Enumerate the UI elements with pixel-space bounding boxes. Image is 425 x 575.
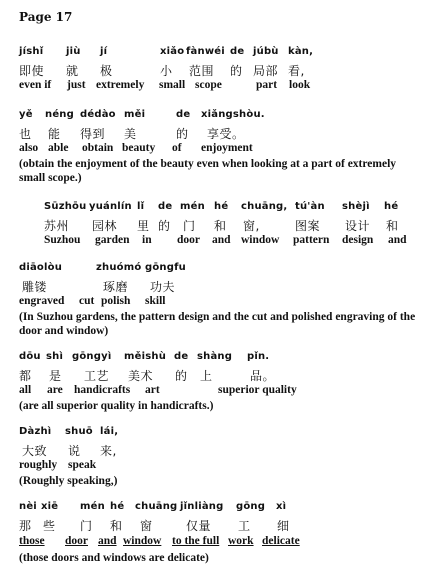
hanzi-word: 局部 [253,64,279,78]
hanzi-word: 和 [110,519,123,533]
pinyin-word: yuánlín [89,201,132,212]
pinyin-word: lǐ [137,201,145,212]
english-line [0,79,425,97]
pinyin-word: Sūzhōu [44,201,87,212]
pinyin-word: jiù [66,46,81,57]
pinyin-word: hé [384,201,399,212]
hanzi-word: 的 [158,219,171,233]
hanzi-word: 门 [183,219,196,233]
english-word: in [142,234,152,246]
hanzi-word: 设计 [345,219,371,233]
hanzi-line [0,217,425,235]
hanzi-word: 能 [48,127,61,141]
pinyin-word: hé [110,501,125,512]
hanzi-word: 门 [80,519,93,533]
hanzi-word: 享受。 [207,127,245,141]
english-word: roughly [19,459,58,471]
hanzi-word: 工 [238,519,251,533]
english-word: garden [95,234,130,246]
hanzi-word: 细 [277,519,290,533]
english-word: are [47,384,63,396]
english-word: window [123,535,162,547]
translation-text: (those doors and windows are delicate) [19,552,209,564]
hanzi-word: 说 [68,444,81,458]
english-word: extremely [96,79,145,91]
pinyin-word: shèjì [342,201,370,212]
hanzi-word: 就 [66,64,79,78]
pinyin-word: chuāng, [241,201,288,212]
hanzi-word: 和 [386,219,399,233]
hanzi-line [0,367,425,385]
translation-text: (Roughly speaking,) [19,475,118,487]
english-word: also [19,142,39,154]
pinyin-word: chuāng [135,501,178,512]
pinyin-word: kàn, [288,46,314,57]
hanzi-word: 苏州 [44,219,70,233]
hanzi-word: 仅量 [186,519,212,533]
english-word: enjoyment [201,142,253,154]
hanzi-word: 也 [19,127,32,141]
english-word: of [172,142,182,154]
pinyin-word: gōngyì [72,351,112,362]
hanzi-word: 琢磨 [103,280,129,294]
hanzi-word: 的 [175,369,188,383]
pinyin-word: měi [124,109,146,120]
pinyin-word: shì [46,351,64,362]
hanzi-word: 极 [100,64,113,78]
hanzi-word: 上 [200,369,213,383]
english-word: just [67,79,86,91]
english-word: those [19,535,45,547]
hanzi-word: 功夫 [150,280,176,294]
english-word: look [289,79,311,91]
hanzi-word: 即使 [19,64,45,78]
hanzi-word: 都 [19,369,32,383]
hanzi-line [0,62,425,80]
english-word: obtain [82,142,114,154]
english-word: cut [79,295,95,307]
pinyin-word: jí [100,46,108,57]
pinyin-word: měishù [124,351,167,362]
pinyin-word: de [230,46,245,57]
pinyin-word: néng [45,109,74,120]
pinyin-word: zhuómó [96,262,142,273]
hanzi-line [0,517,425,535]
hanzi-word: 窗 [140,519,153,533]
pinyin-word: lái, [100,426,119,437]
english-word: beauty [122,142,156,154]
hanzi-word: 范围 [189,64,215,78]
english-word: delicate [262,535,300,547]
pinyin-word: de [174,351,189,362]
pinyin-word: tú'àn [295,201,325,212]
pinyin-word: nèi [19,501,37,512]
hanzi-line [0,442,425,460]
pinyin-word: jíshǐ [19,46,44,57]
pinyin-word: gōngfu [145,262,186,273]
english-word: door [177,234,200,246]
pinyin-word: xiē [41,501,59,512]
hanzi-word: 图案 [295,219,321,233]
english-word: art [145,384,160,396]
english-word: speak [68,459,97,471]
pinyin-word: dōu [19,351,41,362]
english-word: and [98,535,117,547]
hanzi-word: 窗, [243,219,260,233]
english-word: polish [101,295,131,307]
english-word: skill [145,295,166,307]
hanzi-word: 园林 [92,219,118,233]
pinyin-word: júbù [253,46,279,57]
english-word: superior quality [218,384,297,396]
hanzi-word: 大致 [22,444,48,458]
hanzi-word: 工艺 [84,369,110,383]
pinyin-word: yě [19,109,33,120]
hanzi-word: 些 [43,519,56,533]
english-word: able [48,142,69,154]
pinyin-word: Dàzhì [19,426,52,437]
english-word: Suzhou [44,234,81,246]
hanzi-word: 看, [288,64,305,78]
english-word: even if [19,79,52,91]
english-word: and [388,234,407,246]
pinyin-word: hé [214,201,229,212]
hanzi-word: 和 [214,219,227,233]
english-word: to the full [172,535,220,547]
hanzi-line [0,125,425,143]
hanzi-word: 得到 [80,127,106,141]
hanzi-word: 雕镂 [22,280,48,294]
pinyin-word: diāolòu [19,262,63,273]
hanzi-line [0,278,425,296]
hanzi-word: 美术 [128,369,154,383]
hanzi-word: 那 [19,519,32,533]
pinyin-word: jǐnliàng [180,501,224,512]
english-word: all [19,384,32,396]
translation-text: (In Suzhou gardens, the pattern design and the cut and polished engraving of the door and window) [19,311,416,337]
hanzi-word: 的 [230,64,243,78]
hanzi-word: 来, [100,444,117,458]
pinyin-word: xiǎo [160,46,185,57]
english-word: work [228,535,254,547]
english-word: design [342,234,374,246]
english-word: pattern [293,234,330,246]
hanzi-word: 的 [176,127,189,141]
pinyin-word: de [176,109,191,120]
english-word: part [256,79,278,91]
pinyin-word: mén [80,501,105,512]
page-label: Page 17 [19,10,73,24]
hanzi-word: 里 [137,219,150,233]
english-word: door [65,535,88,547]
pinyin-word: xì [276,501,287,512]
english-word: scope [195,79,222,91]
pinyin-word: xiǎngshòu. [201,109,265,120]
pinyin-word: shuō [65,426,93,437]
english-line [0,234,425,252]
english-word: small [159,79,186,91]
hanzi-word: 美 [124,127,137,141]
translation-text: (are all superior quality in handicrafts.) [19,400,214,412]
translation-text: (obtain the enjoyment of the beauty even when looking at a part of extremely small scope.) [19,158,397,184]
hanzi-word: 小 [160,64,173,78]
english-word: handicrafts [74,384,131,396]
hanzi-word: 是 [49,369,62,383]
english-word: window [241,234,280,246]
pinyin-word: mén [180,201,205,212]
english-word: and [212,234,231,246]
pinyin-word: gōng [236,501,266,512]
pinyin-word: de [158,201,173,212]
pinyin-word: pǐn. [247,351,270,362]
pinyin-word: shàng [197,351,233,362]
pinyin-word: fànwéi [186,46,225,57]
hanzi-word: 品。 [250,369,276,383]
english-word: engraved [19,295,65,307]
pinyin-word: dédào [80,109,116,120]
